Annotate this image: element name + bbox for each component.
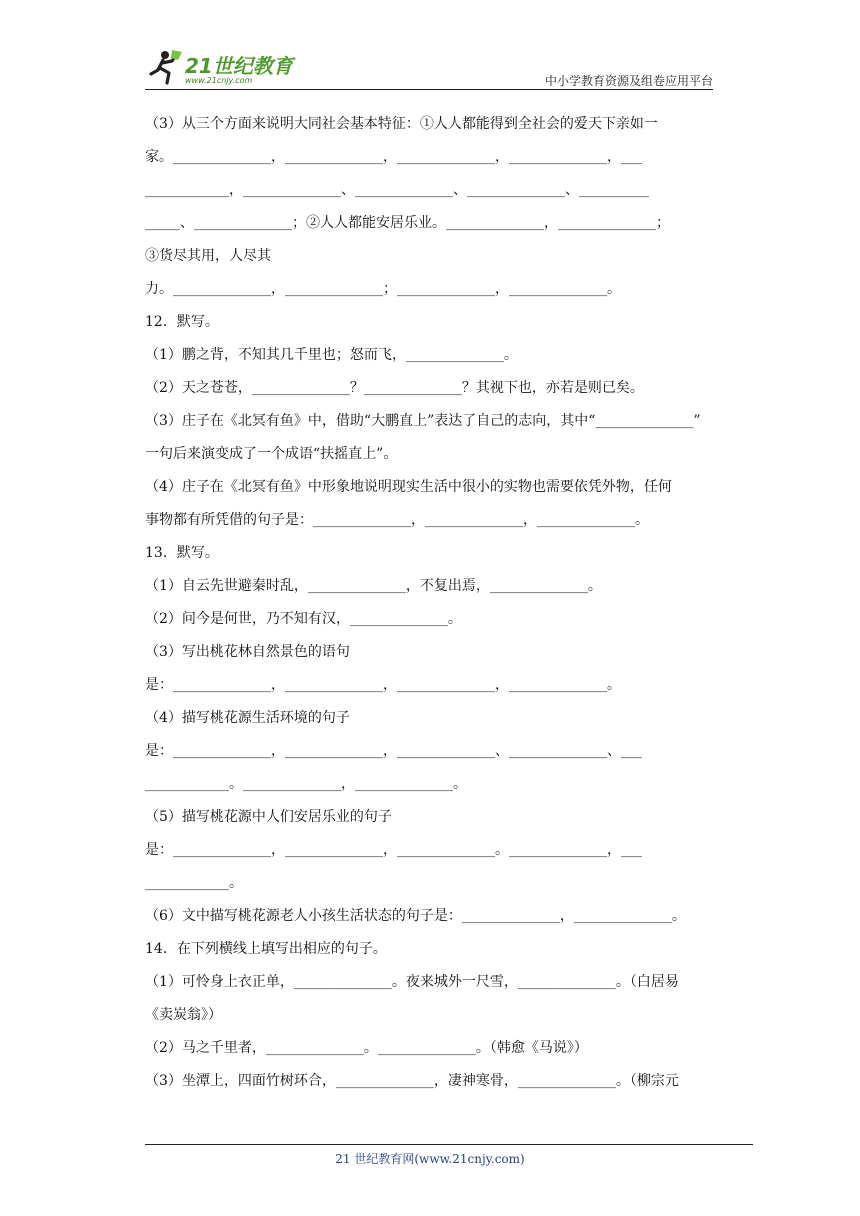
text-line: 《卖炭翁》） [145, 1007, 222, 1023]
question-number: 13．默写。 [145, 545, 219, 561]
text-line: 是：______________，______________，______________。______________，___ [145, 842, 642, 858]
question-number: 14．在下列横线上填写出相应的句子。 [145, 941, 387, 957]
text-line: （2）马之千里者，______________。______________。（韩愈《马说》） [145, 1040, 588, 1056]
footer-divider [145, 1144, 753, 1145]
text-line: （4）庄子在《北冥有鱼》中形象地说明现实生活中很小的实物也需要依凭外物，任何 [145, 479, 672, 495]
text-line: （3）庄子在《北冥有鱼》中，借助“大鹏直上”表达了自己的志向，其中“______________” [145, 413, 701, 429]
text-line: 是：______________，______________，______________、______________、___ [145, 743, 642, 759]
text-line: ____________。______________，______________。 [145, 776, 467, 792]
text-line: （6）文中描写桃花源老人小孩生活状态的句子是：______________，______________。 [145, 908, 686, 924]
text-line: （1）自云先世避秦时乱，______________，不复出焉，______________。 [145, 578, 602, 594]
text-line: 一句后来演变成了一个成语“扶摇直上”。 [145, 446, 398, 462]
text-line: ③货尽其用，人尽其 [145, 248, 271, 264]
text-line: （2）问今是何世，乃不知有汉，______________。 [145, 611, 462, 627]
question-number: 12．默写。 [145, 314, 219, 330]
header-divider [145, 89, 713, 90]
text-line: 力。______________，______________；______________，______________。 [145, 281, 621, 297]
text-line: 是：______________，______________，______________，______________。 [145, 677, 621, 693]
text-line: ____________，______________、______________、______________、__________ [145, 182, 649, 198]
text-line: （1）可怜身上衣正单，______________。夜来城外一尺雪，______________。（白居易 [145, 974, 679, 990]
text-line: （1）鹏之背，不知其几千里也；怒而飞，______________。 [145, 347, 518, 363]
text-line: 家。______________，______________，______________，______________，___ [145, 149, 642, 165]
logo-url: www.21cnjy.com [185, 76, 253, 85]
logo-text: 21世纪教育 [185, 54, 293, 78]
text-line: _____、______________；②人人都能安居乐业。______________，______________； [145, 215, 670, 231]
text-line: 事物都有所凭借的句子是：______________，______________，______________。 [145, 512, 649, 528]
text-line: （5）描写桃花源中人们安居乐业的句子 [145, 809, 392, 825]
text-line: （3）坐潭上，四面竹树环合，______________，凄神寒骨，______________。（柳宗元 [145, 1073, 679, 1089]
text-line: ____________。 [145, 875, 243, 891]
page-header [145, 40, 713, 92]
text-line: （4）描写桃花源生活环境的句子 [145, 710, 350, 726]
text-line: （3）从三个方面来说明大同社会基本特征：①人人都能得到全社会的爱天下亲如一 [145, 116, 658, 132]
site-logo [145, 48, 315, 90]
text-line: （2）天之苍苍，______________？______________？其视下也，亦若是则已矣。 [145, 380, 644, 396]
text-line: （3）写出桃花林自然景色的语句 [145, 644, 350, 660]
platform-title: 中小学教育资源及组卷应用平台 [544, 74, 713, 88]
page-footer: 21 世纪教育网(www.21cnjy.com) [335, 1152, 525, 1166]
running-man-icon [145, 48, 185, 88]
